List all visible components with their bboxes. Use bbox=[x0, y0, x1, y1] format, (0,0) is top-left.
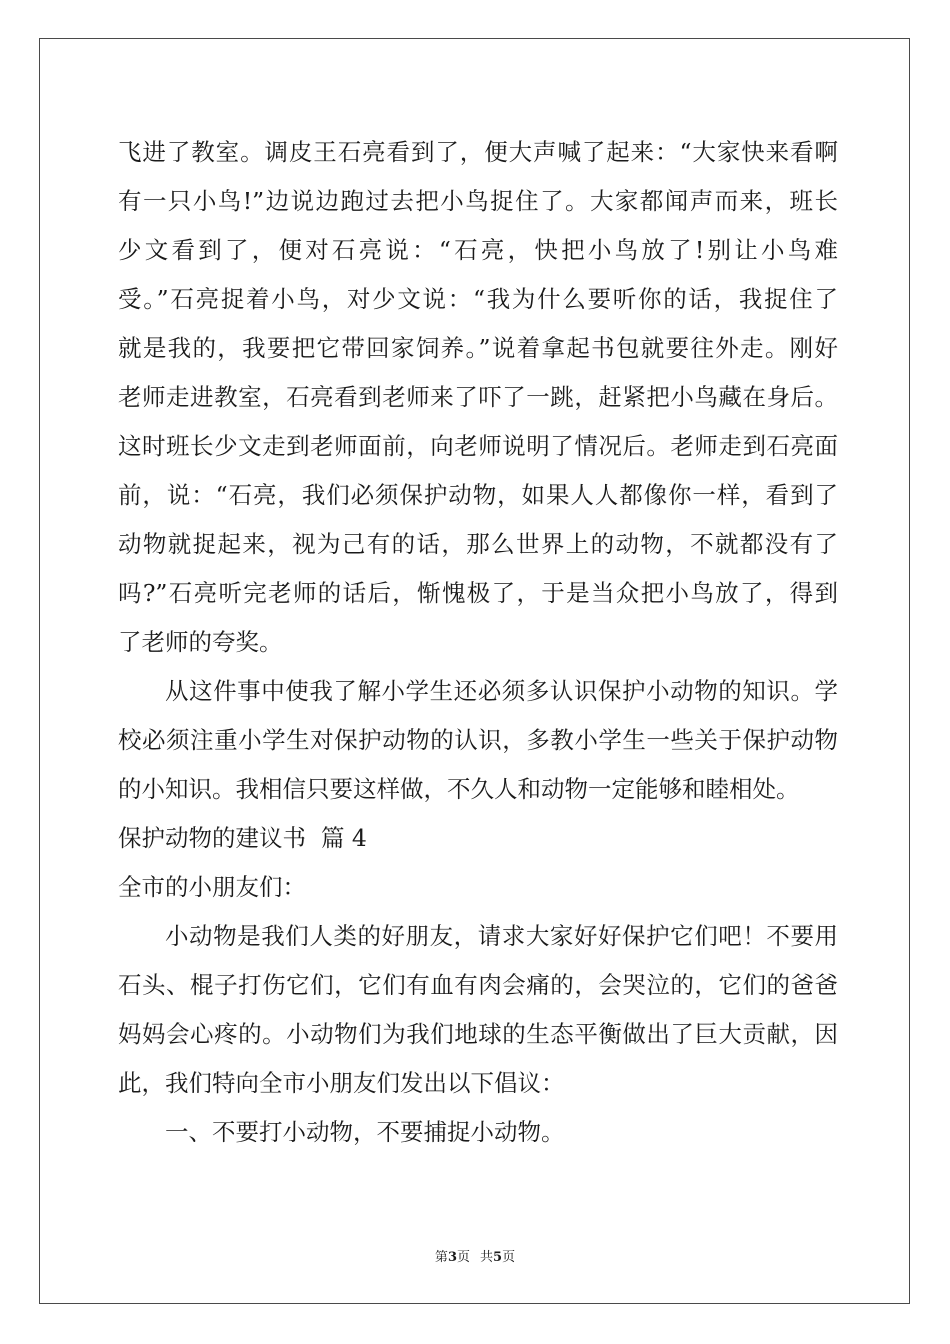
text-line: 前，说：“石亮，我们必须保护动物，如果人人都像你一样，看到了 bbox=[118, 481, 838, 509]
text-line: 了老师的夸奖。 bbox=[118, 628, 283, 656]
paragraph-start-line: 小动物是我们人类的好朋友，请求大家好好保护它们吧！不要用 bbox=[165, 922, 838, 950]
list-item-line: 一、不要打小动物，不要捕捉小动物。 bbox=[165, 1118, 565, 1146]
paragraph-start-line: 从这件事中使我了解小学生还必须多认识保护小动物的知识。学 bbox=[165, 677, 838, 705]
text-line: 飞进了教室。调皮王石亮看到了，便大声喊了起来：“大家快来看啊 bbox=[118, 138, 838, 166]
footer-page-prefix: 第 bbox=[434, 1250, 448, 1265]
footer-total-prefix: 共 bbox=[480, 1250, 494, 1265]
section-heading: 保护动物的建议书 篇 4 bbox=[118, 824, 367, 852]
text-line: 少文看到了，便对石亮说：“石亮，快把小鸟放了!别让小鸟难 bbox=[118, 236, 838, 264]
text-line: 的小知识。我相信只要这样做，不久人和动物一定能够和睦相处。 bbox=[118, 775, 800, 803]
text-line: 动物就捉起来，视为己有的话，那么世界上的动物，不就都没有了 bbox=[118, 530, 838, 558]
text-line: 吗?”石亮听完老师的话后，惭愧极了，于是当众把小鸟放了，得到 bbox=[118, 579, 838, 607]
footer-total-suffix: 页 bbox=[502, 1250, 516, 1265]
footer-page-suffix: 页 bbox=[456, 1250, 470, 1265]
text-line: 就是我的，我要把它带回家饲养。”说着拿起书包就要往外走。刚好 bbox=[118, 334, 838, 362]
text-line: 此，我们特向全市小朋友们发出以下倡议： bbox=[118, 1069, 565, 1097]
text-line: 校必须注重小学生对保护动物的认识，多教小学生一些关于保护动物 bbox=[118, 726, 838, 754]
text-line: 受。”石亮捉着小鸟，对少文说：“我为什么要听你的话，我捉住了 bbox=[118, 285, 838, 313]
text-line: 妈妈会心疼的。小动物们为我们地球的生态平衡做出了巨大贡献，因 bbox=[118, 1020, 838, 1048]
text-line: 石头、棍子打伤它们，它们有血有肉会痛的，会哭泣的，它们的爸爸 bbox=[118, 971, 838, 999]
text-line: 老师走进教室，石亮看到老师来了吓了一跳，赶紧把小鸟藏在身后。 bbox=[118, 383, 838, 411]
text-line: 这时班长少文走到老师面前，向老师说明了情况后。老师走到石亮面 bbox=[118, 432, 838, 460]
text-line: 有一只小鸟!”边说边跑过去把小鸟捉住了。大家都闻声而来，班长 bbox=[118, 187, 838, 215]
page-footer bbox=[0, 1246, 950, 1265]
salutation-line: 全市的小朋友们： bbox=[118, 873, 306, 901]
footer-page-current: 3 bbox=[447, 1250, 457, 1265]
footer-page-total: 5 bbox=[493, 1250, 503, 1265]
document-body bbox=[118, 128, 838, 1157]
